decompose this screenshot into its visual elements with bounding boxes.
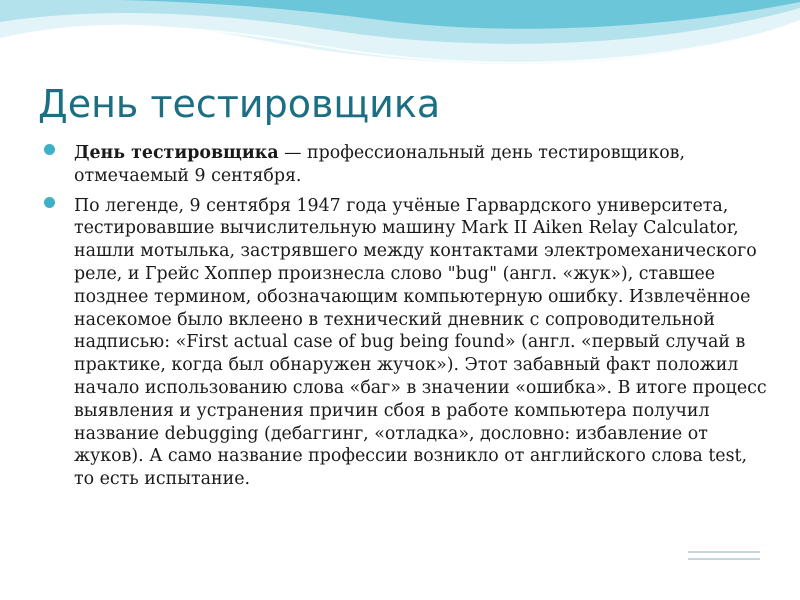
bullet-icon <box>44 197 55 208</box>
bold-term: День тестировщика <box>74 143 279 163</box>
bullet-icon <box>44 144 55 155</box>
definition-text: — профессиональный день тестировщиков, отмечаемый 9 сентября. <box>74 143 685 186</box>
watermark-line <box>688 558 760 560</box>
slide-title: День тестировщика <box>38 82 441 126</box>
bullet-text <box>74 142 772 188</box>
watermark-line <box>688 551 760 553</box>
bullet-item-definition <box>42 142 772 188</box>
header-wave-decoration <box>0 0 800 80</box>
legend-text: По легенде, 9 сентября 1947 года учёные Гарвардского университета, тестировавшие вычислительную машину Mark II Aiken Relay Calculator, нашли мотылька, застрявшего между контактами электромеханического реле, и Грейс Хоппер произнесла слово "bug" (англ. «жук»), ставшее позднее термином, обозначающим компьютерную ошибку. Извлечённое насекомое было вклеено в технический дневник с сопроводительной надписью: «First actual case of bug being found» (англ. «первый случай в практике, когда был обнаружен жучок»). Этот забавный факт положил начало использованию слова «баг» в значении «ошибка». В итоге процесс выявления и устранения причин сбоя в работе компьютера получил название debugging (дебаггинг, «отладка», дословно: избавление от жуков). А само название профессии возникло от английского слова test, то есть испытание. <box>74 195 767 490</box>
bullet-item-legend <box>42 195 772 491</box>
bullet-list <box>42 142 772 498</box>
